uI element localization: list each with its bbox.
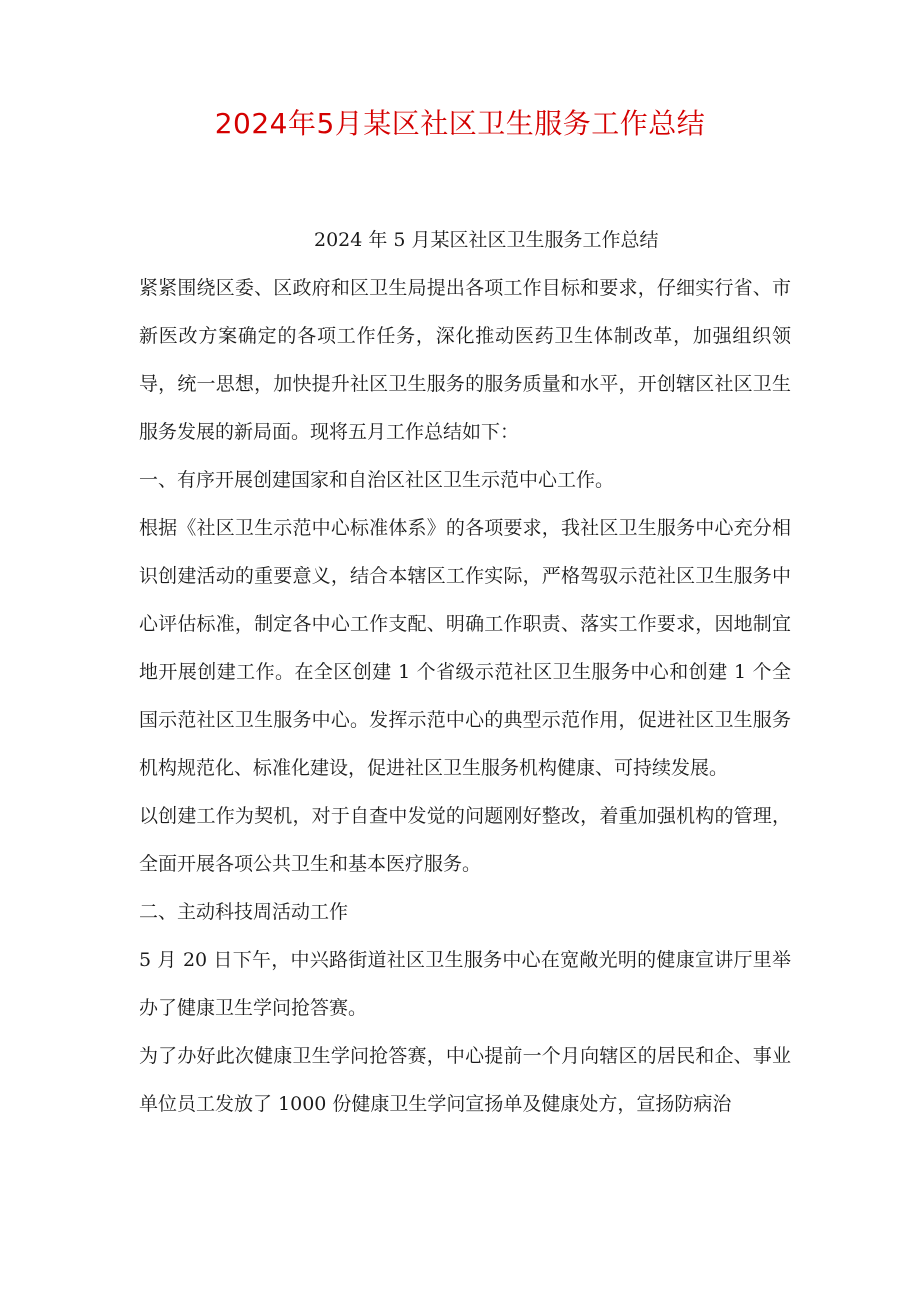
paragraph-section-1-followup: 以创建工作为契机，对于自查中发觉的问题刚好整改，着重加强机构的管理，全面开展各项公共卫生和基本医疗服务。	[139, 805, 791, 875]
document-subtitle: 2024 年 5 月某区社区卫生服务工作总结	[314, 229, 659, 251]
paragraph-intro: 紧紧围绕区委、区政府和区卫生局提出各项工作目标和要求，仔细实行省、市新医改方案确定的各项工作任务，深化推动医药卫生体制改革，加强组织领导，统一思想，加快提升社区卫生服务的服务质量和水平，开创辖区社区卫生服务发展的新局面。现将五月工作总结如下：	[139, 277, 791, 443]
section-heading-2: 二、主动科技周活动工作	[139, 901, 349, 923]
paragraph-section-1-body: 根据《社区卫生示范中心标准体系》的各项要求，我社区卫生服务中心充分相识创建活动的重要意义，结合本辖区工作实际，严格驾驭示范社区卫生服务中心评估标准，制定各中心工作支配、明确工作职责、落实工作要求，因地制宜地开展创建工作。在全区创建 1 个省级示范社区卫生服务中心和创建 1 个全国示范社区卫生服务中心。发挥示范中心的典型示范作用，促进社区卫生服务机构规范化、标准化建设，促进社区卫生服务机构健康、可持续发展。	[139, 517, 791, 779]
paragraph-section-2-preparation: 为了办好此次健康卫生学问抢答赛，中心提前一个月向辖区的居民和企、事业单位员工发放了 1000 份健康卫生学问宣扬单及健康处方，宣扬防病治	[139, 1045, 791, 1115]
paragraph-section-2-event: 5 月 20 日下午，中兴路街道社区卫生服务中心在宽敞光明的健康宣讲厅里举办了健康卫生学问抢答赛。	[139, 949, 791, 1019]
section-heading-1: 一、有序开展创建国家和自治区社区卫生示范中心工作。	[139, 469, 615, 491]
document-body	[139, 224, 791, 1128]
document-title: 2024年5月某区社区卫生服务工作总结	[214, 107, 706, 140]
